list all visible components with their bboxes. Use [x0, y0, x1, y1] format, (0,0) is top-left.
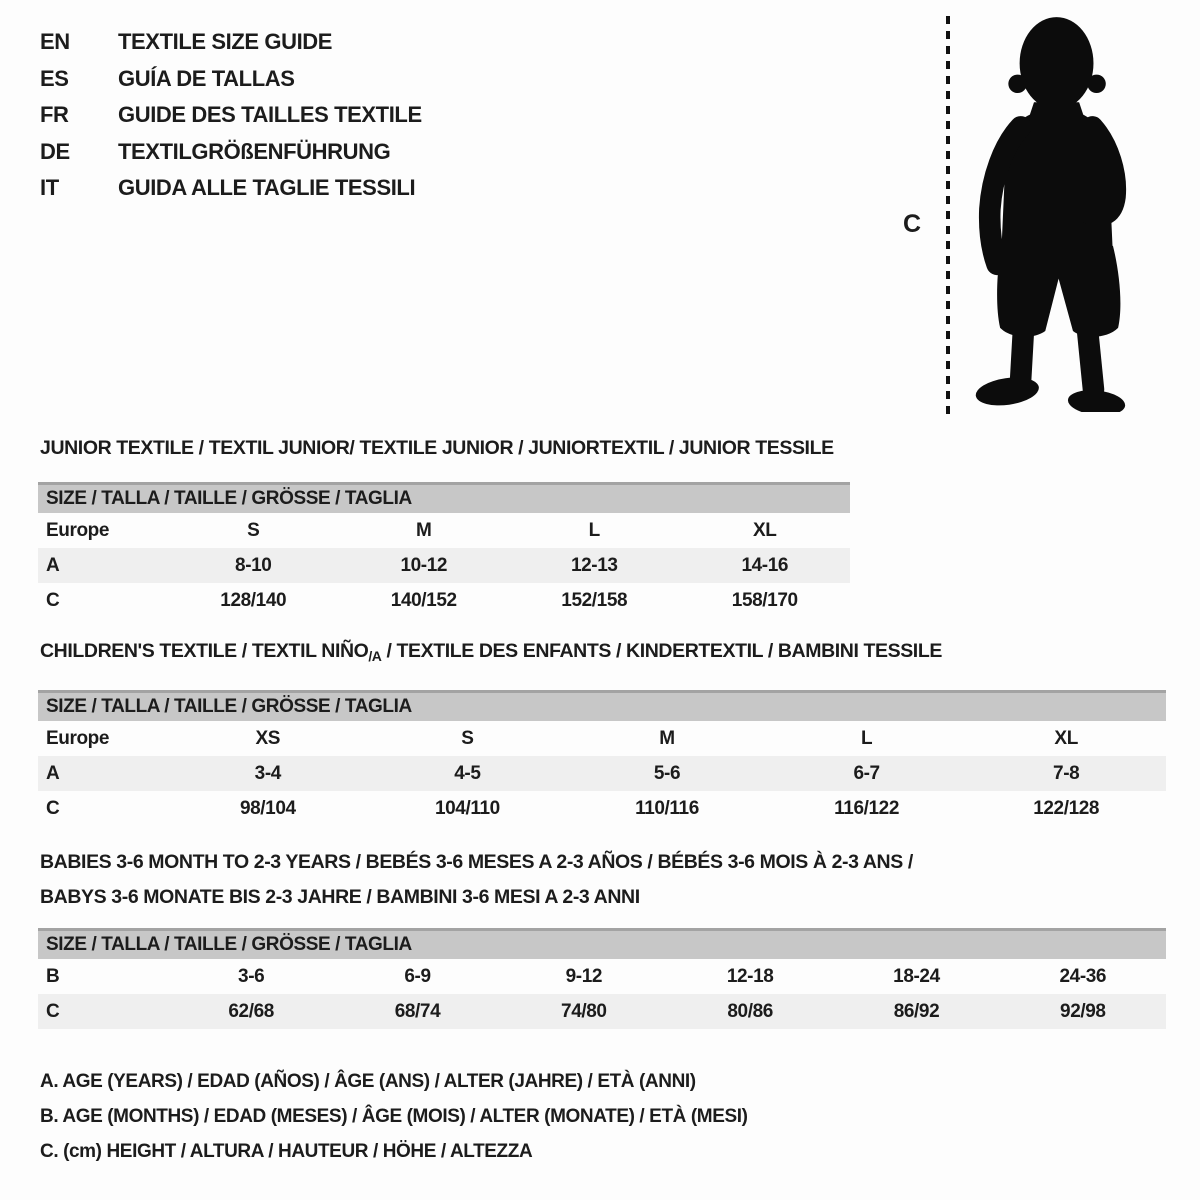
size-value: 8-10 — [235, 554, 272, 576]
row-label: C — [46, 1000, 60, 1022]
legend-notes — [40, 1064, 748, 1169]
row-label: Europe — [46, 727, 110, 749]
size-value: 74/80 — [561, 1000, 607, 1022]
language-row-de — [40, 134, 422, 171]
size-value: 116/122 — [834, 797, 899, 819]
size-value: 12-13 — [570, 554, 618, 576]
children-size-table — [38, 690, 1166, 826]
size-value: 24-36 — [1059, 965, 1107, 987]
size-value: 6-9 — [404, 965, 431, 987]
language-row-es — [40, 61, 422, 98]
height-measure-line — [944, 16, 952, 418]
size-value: 9-12 — [565, 965, 603, 987]
language-code: FR — [40, 102, 69, 127]
height-measure-label: C — [903, 210, 921, 238]
babies-heading-line1: BABIES 3-6 MONTH TO 2-3 YEARS / BEBÉS 3-6 MESES A 2-3 AÑOS / BÉBÉS 3-6 MOIS À 2-3 ANS / — [40, 851, 913, 873]
size-table-header: SIZE / TALLA / TAILLE / GRÖSSE / TAGLIA — [38, 690, 1166, 721]
size-value: M — [416, 519, 432, 541]
table-row — [38, 548, 850, 583]
language-row-fr — [40, 97, 422, 134]
table-row — [38, 721, 1166, 756]
size-value: XL — [1054, 727, 1078, 749]
size-value: 14-16 — [741, 554, 789, 576]
language-code: ES — [40, 65, 69, 91]
size-value: L — [588, 519, 600, 541]
children-table-rows — [38, 721, 1166, 826]
table-row — [38, 583, 850, 618]
row-label: A — [46, 554, 60, 576]
size-value: 6-7 — [853, 762, 880, 784]
size-value: L — [860, 727, 873, 749]
babies-size-table — [38, 928, 1166, 1029]
size-value: 128/140 — [220, 589, 287, 611]
row-label: C — [46, 589, 60, 611]
children-heading-post: / TEXTILE DES ENFANTS / KINDERTEXTIL / BAMBINI TESSILE — [381, 640, 942, 662]
language-row-it — [40, 170, 422, 207]
size-value: 158/170 — [731, 589, 798, 611]
babies-section-heading — [40, 845, 913, 915]
size-value: 7-8 — [1053, 762, 1080, 784]
size-value: 12-18 — [726, 965, 774, 987]
babies-heading-line2: BABYS 3-6 MONATE BIS 2-3 JAHRE / BAMBINI 3-6 MESI A 2-3 ANNI — [40, 886, 640, 908]
note-age-years: A. AGE (YEARS) / EDAD (AÑOS) / ÂGE (ANS) / ALTER (JAHRE) / ETÀ (ANNI) — [40, 1071, 696, 1092]
size-value: 10-12 — [400, 554, 448, 576]
size-value: 5-6 — [653, 762, 681, 784]
size-value: S — [247, 519, 260, 541]
table-row — [38, 513, 850, 548]
table-row — [38, 994, 1166, 1029]
language-title-list — [40, 24, 422, 207]
junior-table-rows — [38, 513, 850, 618]
guide-title-de: TEXTILGRÖßENFÜHRUNG — [118, 138, 391, 164]
size-table-header: SIZE / TALLA / TAILLE / GRÖSSE / TAGLIA — [38, 928, 1166, 959]
junior-size-table — [38, 482, 850, 618]
guide-title-it: GUIDA ALLE TAGLIE TESSILI — [118, 175, 416, 200]
guide-title-fr: GUIDE DES TAILLES TEXTILE — [118, 102, 422, 127]
size-value: 3-6 — [238, 965, 265, 987]
children-heading-sub: /A — [368, 648, 382, 664]
language-row-en — [40, 24, 422, 61]
size-value: 92/98 — [1060, 1000, 1106, 1022]
guide-title-en: TEXTILE SIZE GUIDE — [118, 29, 333, 54]
children-section-heading — [40, 640, 942, 663]
language-code: IT — [40, 175, 59, 200]
size-value: 3-4 — [254, 762, 281, 784]
size-value: 110/116 — [635, 797, 699, 819]
size-value: 140/152 — [390, 589, 457, 611]
note-age-months: B. AGE (MONTHS) / EDAD (MESES) / ÂGE (MOIS) / ALTER (MONATE) / ETÀ (MESI) — [40, 1106, 748, 1127]
row-label: C — [46, 797, 60, 819]
size-value: 86/92 — [893, 1000, 940, 1022]
row-label: Europe — [46, 519, 110, 541]
size-value: 62/68 — [228, 1000, 274, 1022]
size-value: 104/110 — [434, 797, 500, 819]
size-value: 80/86 — [727, 1000, 773, 1022]
table-row — [38, 959, 1166, 994]
table-row — [38, 756, 1166, 791]
babies-table-rows — [38, 959, 1166, 1029]
size-value: 122/128 — [1033, 797, 1100, 819]
language-code: DE — [40, 138, 70, 164]
toddler-silhouette-icon — [962, 12, 1147, 412]
size-value: 98/104 — [239, 797, 296, 819]
row-label: A — [46, 762, 60, 784]
size-value: S — [461, 727, 474, 749]
size-value: 152/158 — [561, 589, 628, 611]
size-value: XL — [753, 519, 777, 541]
guide-title-es: GUÍA DE TALLAS — [118, 65, 295, 91]
size-value: XS — [255, 727, 281, 749]
size-table-header: SIZE / TALLA / TAILLE / GRÖSSE / TAGLIA — [38, 482, 850, 513]
children-heading-pre: CHILDREN'S TEXTILE / TEXTIL NIÑO — [40, 640, 369, 662]
table-row — [38, 791, 1166, 826]
note-height-cm: C. (cm) HEIGHT / ALTURA / HAUTEUR / HÖHE / ALTEZZA — [40, 1141, 533, 1162]
size-value: M — [659, 727, 675, 749]
size-value: 4-5 — [454, 762, 481, 784]
row-label: B — [46, 965, 60, 987]
language-code: EN — [40, 29, 70, 54]
size-value: 18-24 — [893, 965, 940, 987]
junior-section-heading: JUNIOR TEXTILE / TEXTIL JUNIOR/ TEXTILE JUNIOR / JUNIORTEXTIL / JUNIOR TESSILE — [40, 437, 834, 459]
size-value: 68/74 — [394, 1000, 441, 1022]
